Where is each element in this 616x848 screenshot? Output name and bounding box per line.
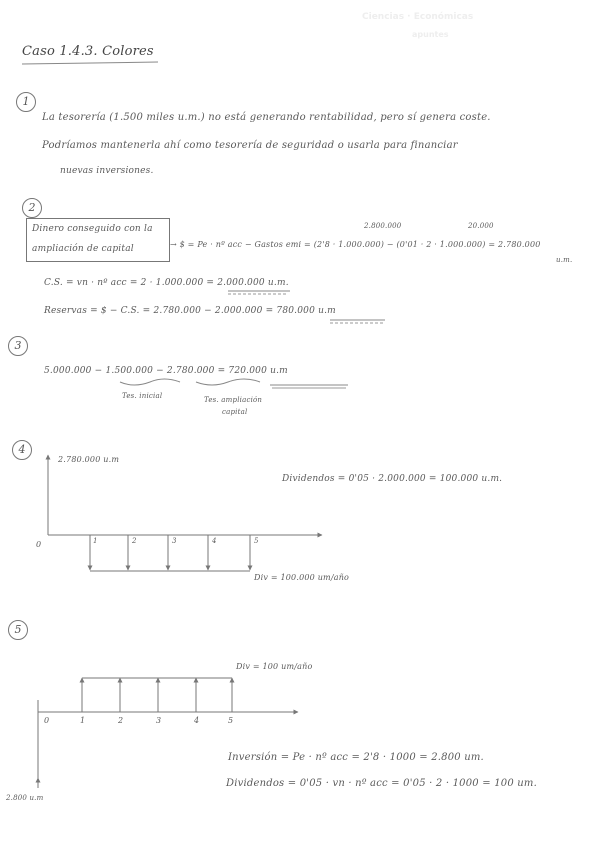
section-3-label-tes-ampliacion: Tes. ampliación — [204, 396, 263, 404]
diagram-5 — [38, 678, 298, 788]
title-underline — [22, 62, 158, 64]
section-2-box-line-2: ampliación de capital — [32, 244, 134, 254]
section-2-capital-social: C.S. = vn · nº acc = 2 · 1.000.000 = 2.000.000 u.m. — [44, 278, 289, 288]
section-4-div-label: Div = 100.000 um/año — [254, 573, 350, 582]
section-4-tick-1: 1 — [93, 537, 98, 545]
section-4-dividendos: Dividendos = 0'05 · 2.000.000 = 100.000 u.m. — [282, 474, 503, 484]
section-2-above-2: 20.000 — [468, 222, 494, 230]
section-5-div-label: Div = 100 um/año — [236, 662, 313, 671]
page-title: Caso 1.4.3. Colores — [22, 44, 154, 59]
watermark-stamp: Ciencias · Económicas — [362, 12, 474, 22]
section-1-line-1: La tesorería (1.500 miles u.m.) no está generando rentabilidad, pero sí genera coste. — [42, 112, 491, 123]
section-5-tick-2: 2 — [118, 716, 124, 725]
section-2-unit: u.m. — [556, 256, 573, 264]
section-5-inversion: Inversión = Pe · nº acc = 2'8 · 1000 = 2.800 um. — [228, 752, 484, 763]
section-5-dividendos: Dividendos = 0'05 · vn · nº acc = 0'05 · 2 · 1000 = 100 um. — [226, 778, 537, 789]
tes-ampliacion-brace — [196, 379, 260, 385]
section-2-reservas: Reservas = $ − C.S. = 2.780.000 − 2.000.000 = 780.000 u.m — [44, 306, 336, 316]
section-1-line-3: nuevas inversiones. — [60, 166, 154, 176]
section-3-label-tes-inicial: Tes. inicial — [122, 392, 163, 400]
section-4-top-value: 2.780.000 u.m — [58, 455, 120, 464]
diagram-4 — [48, 455, 322, 571]
section-2-formula: → $ = Pe · nº acc − Gastos emi = (2'8 · 1.000.000) − (0'01 · 2 · 1.000.000) = 2.780.000 — [170, 240, 541, 249]
section-5-number: 5 — [8, 620, 28, 640]
section-3-expression: 5.000.000 − 1.500.000 − 2.780.000 = 720.000 u.m — [44, 366, 288, 376]
section-1-line-2: Podríamos mantenerla ahí como tesorería de seguridad o usarla para financiar — [42, 140, 458, 151]
section-5-tick-0: 0 — [44, 716, 50, 725]
section-5-tick-3: 3 — [156, 716, 162, 725]
watermark-stamp-sub: apuntes — [412, 30, 449, 39]
section-4-tick-2: 2 — [132, 537, 137, 545]
section-4-tick-0: 0 — [36, 540, 42, 549]
section-1-number: 1 — [16, 92, 36, 112]
section-4-tick-3: 3 — [172, 537, 177, 545]
section-5-tick-1: 1 — [80, 716, 86, 725]
section-3-label-capital: capital — [222, 408, 248, 416]
section-5-bottom-value: 2.800 u.m — [6, 794, 44, 802]
section-5-tick-4: 4 — [194, 716, 200, 725]
section-2-box-line-1: Dinero conseguido con la — [32, 224, 153, 234]
section-2-above-1: 2.800.000 — [364, 222, 402, 230]
section-3-number: 3 — [8, 336, 28, 356]
section-4-tick-5: 5 — [254, 537, 259, 545]
section-2-number: 2 — [22, 198, 42, 218]
section-4-number: 4 — [12, 440, 32, 460]
section-5-tick-5: 5 — [228, 716, 234, 725]
tes-inicial-brace — [120, 379, 180, 385]
section-4-tick-4: 4 — [212, 537, 217, 545]
